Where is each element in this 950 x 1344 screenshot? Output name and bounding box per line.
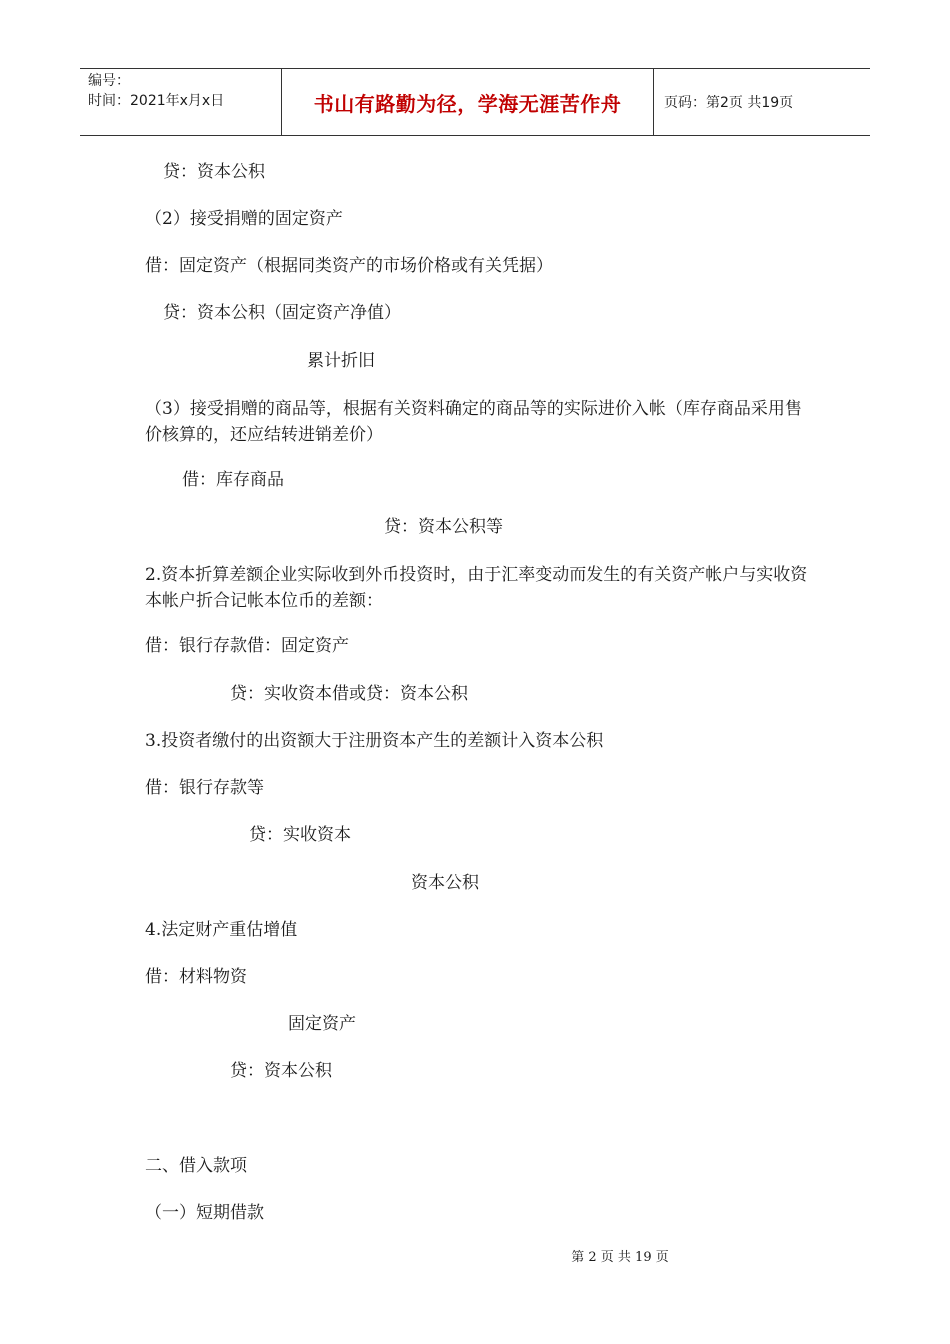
text-line: 借：银行存款借：固定资产 — [145, 636, 349, 656]
header-date: 时间：2021年x月x日 — [88, 93, 225, 109]
page-footer: 第 2 页 共 19 页 — [571, 1250, 669, 1265]
text-line: 贷：资本公积等 — [384, 517, 503, 537]
text-line: 借：银行存款等 — [145, 778, 264, 798]
text-line: 固定资产 — [288, 1014, 356, 1034]
page-header — [80, 68, 870, 136]
text-line: 借：固定资产（根据同类资产的市场价格或有关凭据） — [145, 256, 553, 276]
text-line: 贷：实收资本借或贷：资本公积 — [230, 684, 468, 704]
text-paragraph: （3）接受捐赠的商品等，根据有关资料确定的商品等的实际进价入帐（库存商品采用售价核算的，还应结转进销差价） — [145, 399, 802, 445]
section-heading: 二、借入款项 — [145, 1156, 247, 1176]
header-number: 编号： — [88, 73, 130, 89]
text-line: 资本公积 — [411, 873, 479, 893]
header-motto: 书山有路勤为径，学海无涯苦作舟 — [282, 69, 654, 135]
text-line: 贷：资本公积 — [163, 162, 265, 182]
text-line: 借：材料物资 — [145, 967, 247, 987]
text-line: 4.法定财产重估增值 — [145, 920, 298, 940]
subsection-heading: （一）短期借款 — [145, 1203, 264, 1223]
text-line: 3.投资者缴付的出资额大于注册资本产生的差额计入资本公积 — [145, 731, 604, 751]
text-line: 借：库存商品 — [182, 470, 284, 490]
text-paragraph: 2.资本折算差额企业实际收到外币投资时，由于汇率变动而发生的有关资产帐户与实收资本帐户折合记帐本位币的差额： — [145, 565, 808, 611]
header-page-info: 页码：第2页 共19页 — [664, 95, 794, 111]
text-line: 贷：实收资本 — [249, 825, 351, 845]
header-meta — [80, 69, 282, 135]
text-line: 累计折旧 — [307, 351, 375, 371]
text-line: 贷：资本公积（固定资产净值） — [163, 303, 401, 323]
text-line: （2）接受捐赠的固定资产 — [145, 209, 343, 229]
text-line: 贷：资本公积 — [230, 1061, 332, 1081]
